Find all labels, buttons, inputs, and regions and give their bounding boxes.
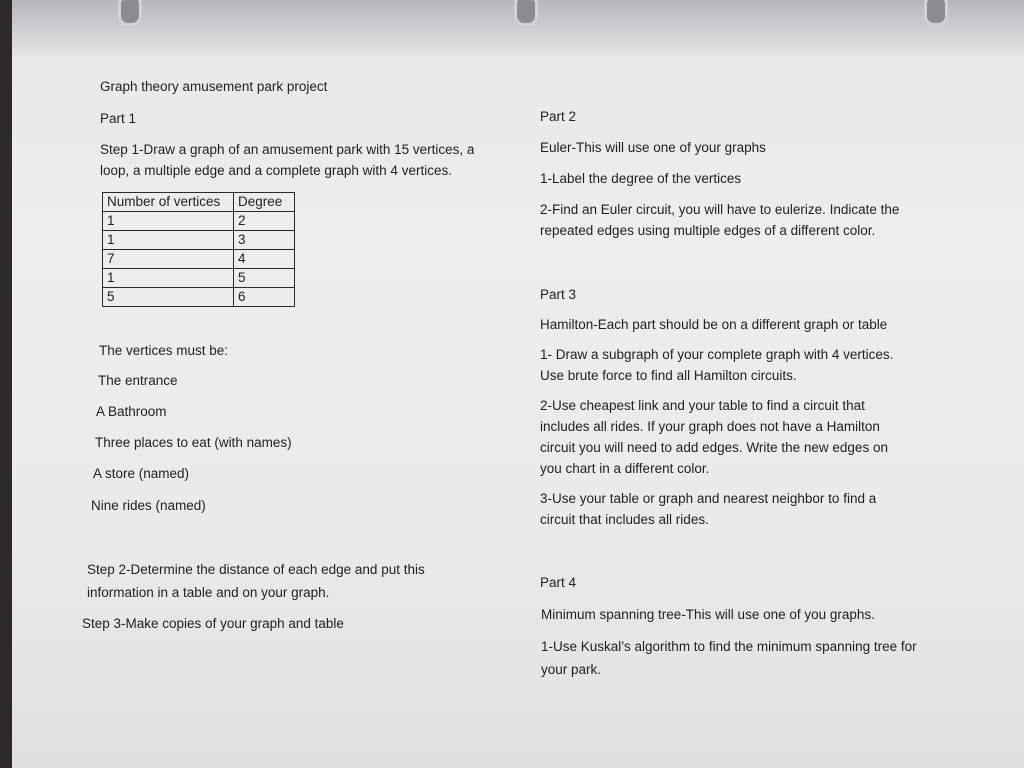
hamilton-heading: Hamilton-Each part should be on a different graph or table [540, 317, 888, 332]
vertex-item: Nine rides (named) [91, 498, 206, 513]
degree-table [102, 192, 295, 307]
euler-step1: 1-Label the degree of the vertices [540, 171, 742, 186]
table-row [103, 212, 295, 231]
step1-text: Step 1-Draw a graph of an amusement park with 15 vertices, a loop, a multiple edge and a complete graph with 4 vertices. [100, 142, 475, 178]
mst-step1: 1-Use Kuskal’s algorithm to find the minimum spanning tree for your park. [541, 639, 917, 677]
table-row [103, 288, 295, 307]
table-cell: 1 [103, 231, 234, 250]
mst-heading: Minimum spanning tree-This will use one of you graphs. [541, 607, 875, 622]
step2-text: Step 2-Determine the distance of each edge and put this information in a table and on your graph. [87, 562, 425, 600]
table-cell: 4 [234, 250, 295, 269]
table-cell: 1 [103, 269, 234, 288]
table-cell: 7 [103, 250, 234, 269]
table-row [103, 269, 295, 288]
part4-heading: Part 4 [540, 575, 577, 590]
hamilton-step3: 3-Use your table or graph and nearest neighbor to find a circuit that includes all rides. [540, 491, 877, 527]
table-cell: 2 [234, 212, 295, 231]
table-row [103, 250, 295, 269]
table-row [103, 231, 295, 250]
hamilton-step2: 2-Use cheapest link and your table to find a circuit that includes all rides. If your graph does not have a Hamilton circuit you will need to add edges. Write the new edges on you chart in a different color. [540, 398, 888, 476]
table-cell: 5 [234, 269, 295, 288]
binder-ring [118, 0, 142, 26]
document-title: Graph theory amusement park project [100, 79, 328, 94]
binder-ring [514, 0, 538, 26]
step3-text: Step 3-Make copies of your graph and table [82, 616, 344, 631]
column-header: Number of vertices [103, 193, 234, 212]
part3-heading: Part 3 [540, 287, 577, 302]
column-header: Degree [234, 193, 295, 212]
table-cell: 6 [234, 288, 295, 307]
table-header-row [103, 193, 295, 212]
part1-heading: Part 1 [100, 111, 137, 126]
table-cell: 1 [103, 212, 234, 231]
hamilton-step1: 1- Draw a subgraph of your complete graph with 4 vertices. Use brute force to find all Hamilton circuits. [540, 347, 894, 383]
euler-step2: 2-Find an Euler circuit, you will have to eulerize. Indicate the repeated edges using multiple edges of a different color. [540, 202, 900, 238]
vertex-item: A store (named) [93, 466, 190, 481]
part2-heading: Part 2 [540, 109, 577, 124]
vertex-item: Three places to eat (with names) [95, 435, 292, 450]
table-cell: 5 [103, 288, 234, 307]
euler-heading: Euler-This will use one of your graphs [540, 140, 766, 155]
vertices-intro: The vertices must be: [99, 343, 229, 358]
table-cell: 3 [234, 231, 295, 250]
vertex-item: The entrance [98, 373, 178, 388]
binder-ring [924, 0, 948, 26]
vertex-item: A Bathroom [96, 404, 167, 419]
